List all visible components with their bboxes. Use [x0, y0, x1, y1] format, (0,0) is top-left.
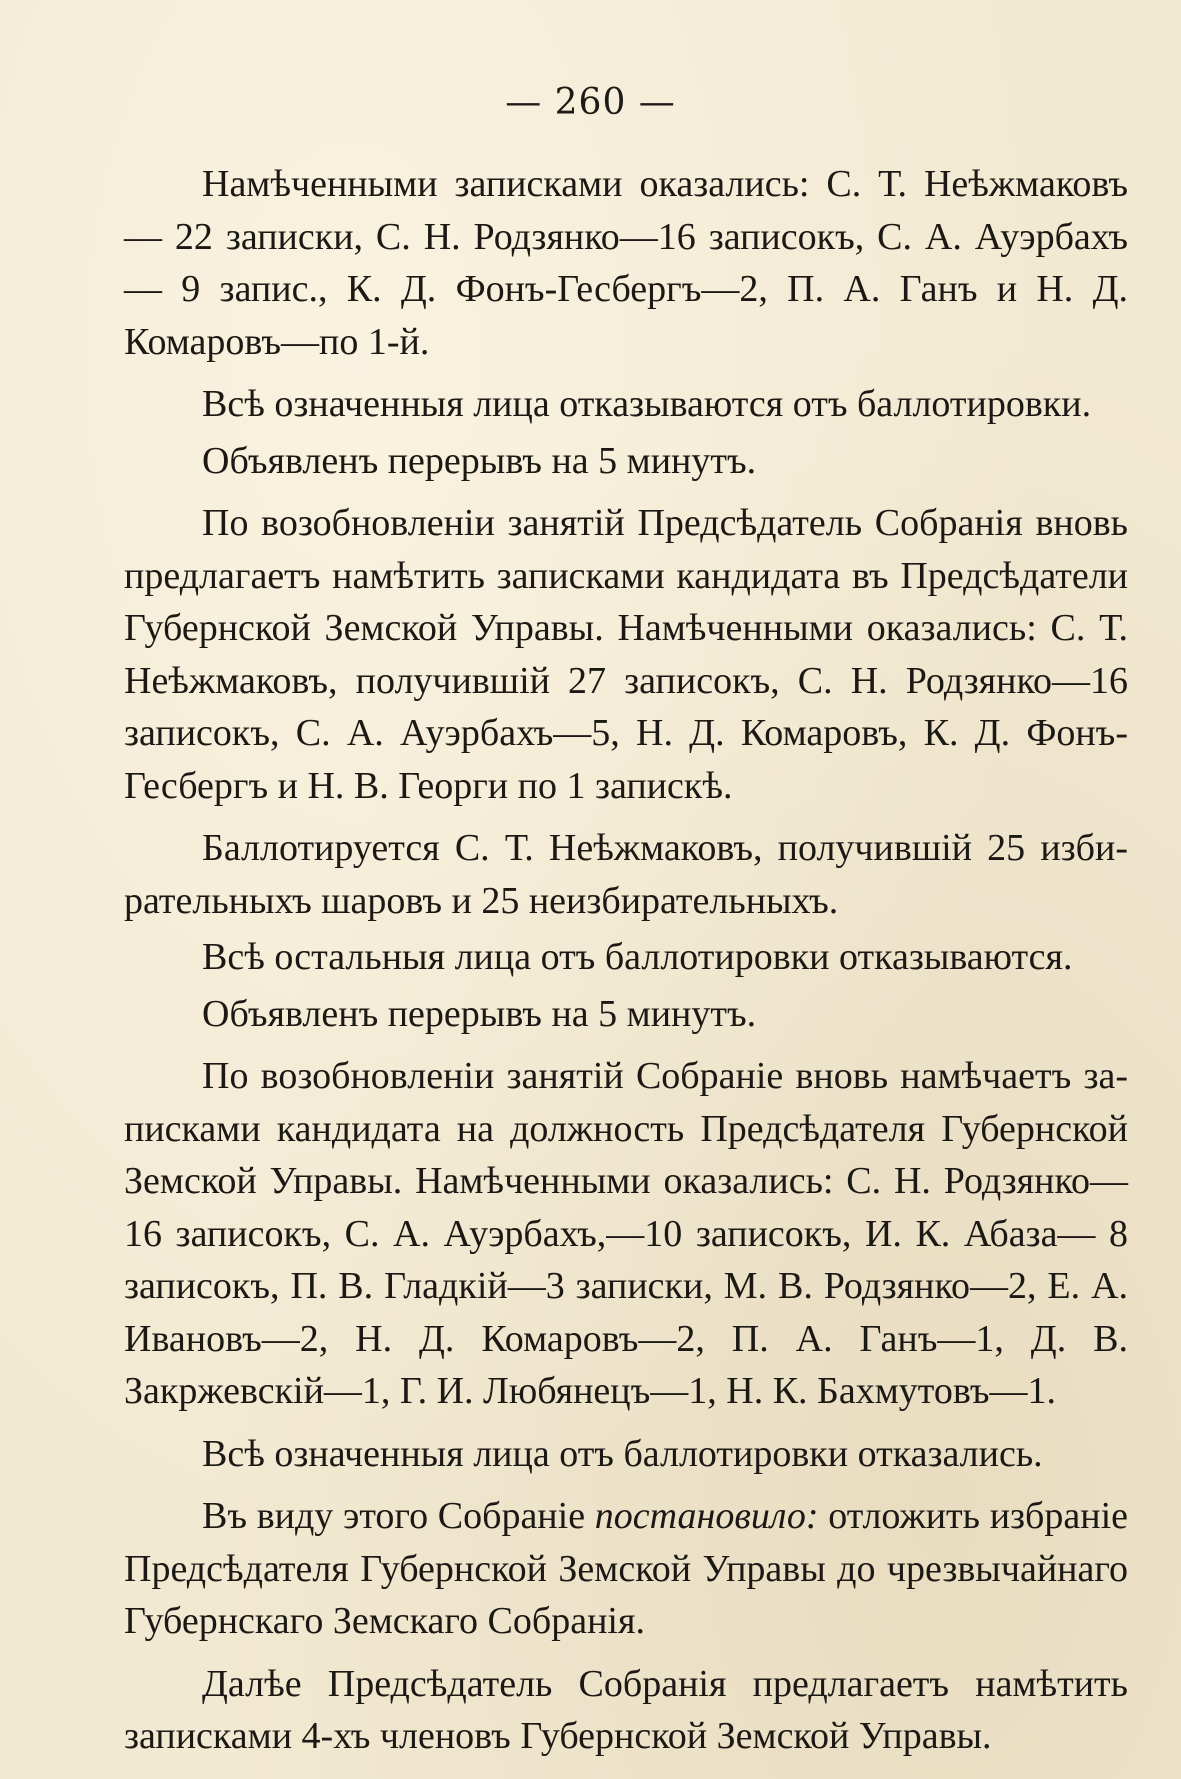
decision-emphasis: постановило:	[594, 1495, 819, 1537]
paragraph-nominations-3: По возобновленіи занятій Собраніе вновь намѣчаетъ записками кандидата на должность Предсѣдателя Губернской Земской Управы. Намѣченными оказались: С. Н. Родзянко— 16 записокъ, С. А. Ауэрбахъ,—10 записокъ, И. К. Абаза— 8 записокъ, П. В. Гладкій—3 записки, М. В. Родзянко—2, Е. А. Ивановъ—2, Н. Д. Комаровъ—2, П. А. Ганъ—1, Д. В. Закржевскій—1, Г. И. Любянецъ—1, Н. К. Бахмутовъ—1.	[124, 1055, 1128, 1412]
decision-text-before: Въ виду этого Собраніе	[202, 1495, 595, 1537]
paragraph-members: Далѣе Предсѣдатель Собранія предлагаетъ намѣтить записками 4-хъ членовъ Губернской Земской Управы.	[124, 1662, 1128, 1757]
paragraph-ballot: Баллотируется С. Т. Неѣжмаковъ, получившій 25 избирательныхъ шаровъ и 25 неизбирательныхъ.	[124, 827, 1128, 922]
paragraph-break-1: Объявленъ перерывъ на 5 минутъ.	[202, 439, 757, 482]
paragraph-refusal-2: Всѣ остальныя лица отъ баллотировки отказываются.	[202, 936, 1073, 978]
page-number: — 260 —	[505, 82, 676, 123]
paragraph-decision	[124, 1490, 1128, 1648]
paragraph-nominations-1: Намѣченными записками оказались: С. Т. Неѣжмаковъ— 22 записки, С. Н. Родзянко—16 записокъ, С. А. Ауэрбахъ— 9 запис., К. Д. Фонъ-Гесбергъ—2, П. А. Ганъ и Н. Д. Комаровъ—по 1-й.	[124, 163, 1128, 363]
decision-text-after: отложить избраніе Предсѣдателя Губернской Земской Управы до чрезвычайнаго Губернскаго Земскаго Собранія.	[124, 1495, 1129, 1642]
paragraph-nominations-2: По возобновленіи занятій Предсѣдатель Собранія вновь предлагаетъ намѣтить записками кандидата въ Предсѣдатели Губернской Земской Управы. Намѣченными оказались: С. Т. Неѣжмаковъ, получившій 27 записокъ, С. Н. Родзянко—16 записокъ, С. А. Ауэрбахъ—5, Н. Д. Комаровъ, К. Д. Фонъ-Гесбергъ и Н. В. Георги по 1 запискѣ.	[124, 502, 1128, 807]
paragraph-refusal-1: Всѣ означенныя лица отказываются отъ баллотировки.	[202, 383, 1092, 425]
paragraph-break-2: Объявленъ перерывъ на 5 минутъ.	[202, 992, 757, 1035]
paragraph-refusal-3: Всѣ означенныя лица отъ баллотировки отказались.	[202, 1432, 1043, 1475]
page-body	[124, 158, 1128, 1773]
